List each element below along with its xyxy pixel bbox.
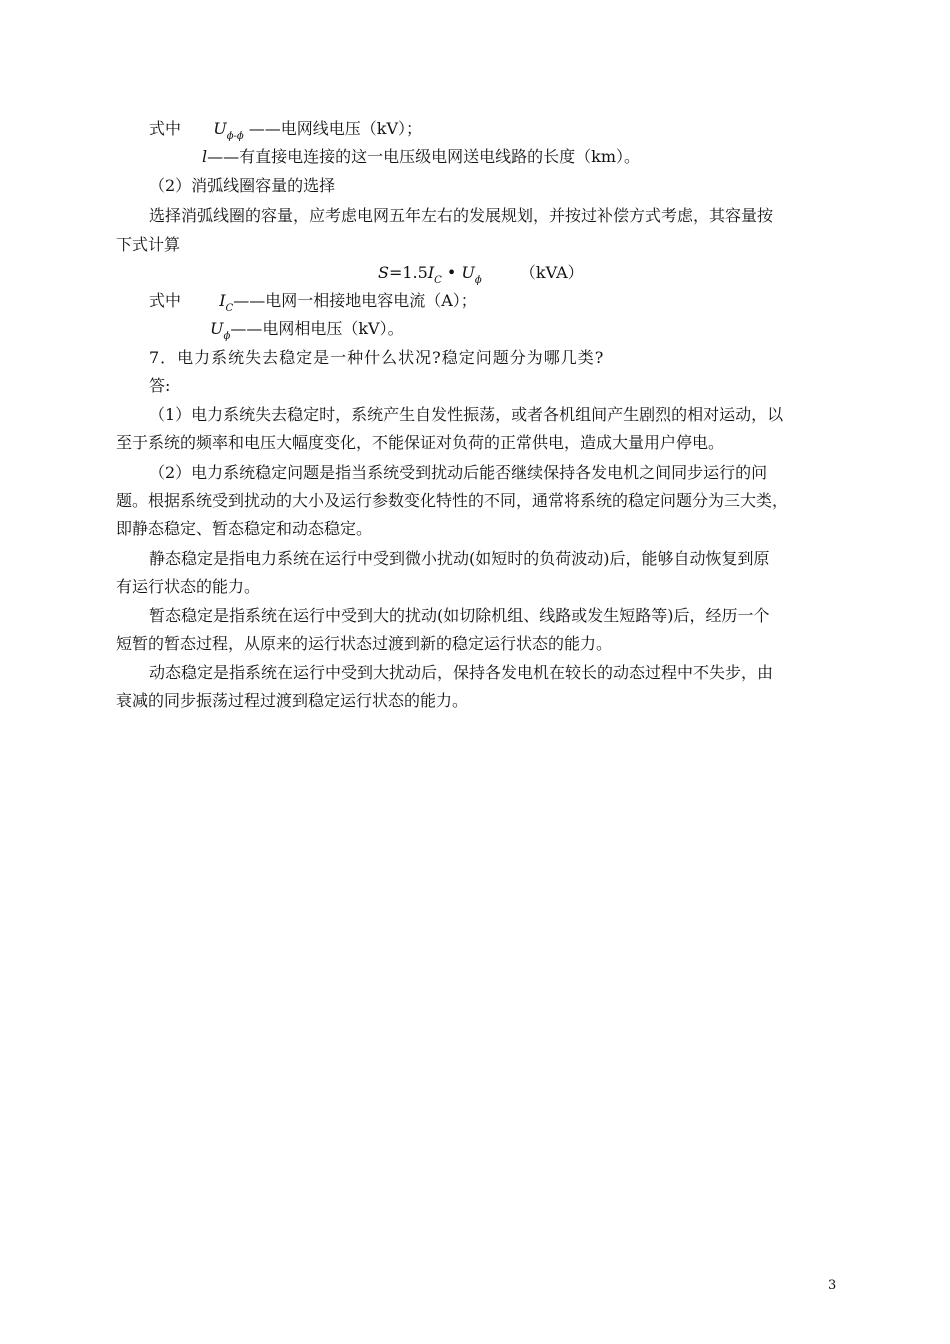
paragraph-line: （1）电力系统失去稳定时，系统产生自发性振荡，或者各机组间产生剧烈的相对运动，以 [149, 405, 784, 424]
paragraph-line: 衰减的同步振荡过程过渡到稳定运行状态的能力。 [116, 691, 469, 710]
multiply-dot: • [441, 263, 462, 282]
symbol-I: I [219, 291, 226, 310]
paragraph-line: 下式计算 [116, 235, 181, 254]
formula-coefficient: =1.5 [388, 263, 428, 282]
subscript-C: C [434, 275, 442, 286]
formula-capacity [378, 262, 584, 284]
where-line-line-voltage [149, 118, 422, 140]
where-line-capacitive-current [149, 290, 477, 312]
formula-unit: （kVA） [519, 263, 584, 282]
symbol-U: U [461, 263, 475, 282]
paragraph-line: 选择消弧线圈的容量，应考虑电网五年左右的发展规划，并按过补偿方式考虑，其容量按 [149, 206, 774, 225]
paragraph-line: （2）电力系统稳定问题是指当系统受到扰动后能否继续保持各发电机之间同步运行的问 [149, 463, 768, 482]
phase-voltage-definition: ——电网相电压（kV）。 [230, 319, 404, 338]
paragraph-line: 动态稳定是指系统在运行中受到大扰动后，保持各发电机在较长的动态过程中不失步，由 [149, 663, 774, 682]
answer-label: 答: [149, 376, 171, 395]
where-label: 式中 [149, 119, 182, 138]
paragraph-line: 短暂的暂态过程，从原来的运行状态过渡到新的稳定运行状态的能力。 [116, 634, 613, 653]
where-line-phase-voltage [210, 318, 404, 340]
paragraph-line: 有运行状态的能力。 [116, 577, 261, 596]
paragraph-line: 即静态稳定、暂态稳定和动态稳定。 [116, 519, 373, 538]
subscript-phi: ϕ [223, 331, 231, 342]
symbol-S: S [378, 263, 389, 282]
section-heading-coil-capacity: （2）消弧线圈容量的选择 [149, 176, 336, 195]
symbol-l: l [202, 147, 208, 166]
symbol-I: I [427, 263, 435, 282]
line-voltage-definition: ——电网线电压（kV）； [248, 119, 423, 138]
paragraph-line: 静态稳定是指电力系统在运行中受到微小扰动(如短时的负荷波动)后，能够自动恢复到原 [149, 549, 770, 568]
page-number: 3 [828, 1278, 837, 1293]
subscript-phi-phi: ϕ-ϕ [226, 131, 244, 142]
symbol-U: U [210, 319, 224, 338]
paragraph-line: 暂态稳定是指系统在运行中受到大的扰动(如切除机组、线路或发生短路等)后，经历一个 [149, 606, 770, 625]
subscript-C: C [225, 303, 234, 314]
question-7: 7．电力系统失去稳定是一种什么状况?稳定问题分为哪几类? [149, 348, 605, 367]
paragraph-line: 至于系统的频率和电压大幅度变化，不能保证对负荷的正常供电，造成大量用户停电。 [116, 433, 725, 452]
subscript-phi: ϕ [474, 275, 482, 286]
current-definition: ——电网一相接地电容电流（A）； [233, 291, 477, 310]
length-definition: ——有直接电连接的这一电压级电网送电线路的长度（km）。 [207, 147, 640, 166]
symbol-U: U [213, 119, 227, 138]
where-line-length [202, 146, 640, 168]
where-label: 式中 [149, 291, 182, 310]
paragraph-line: 题。根据系统受到扰动的大小及运行参数变化特性的不同，通常将系统的稳定问题分为三大类， [116, 491, 789, 510]
